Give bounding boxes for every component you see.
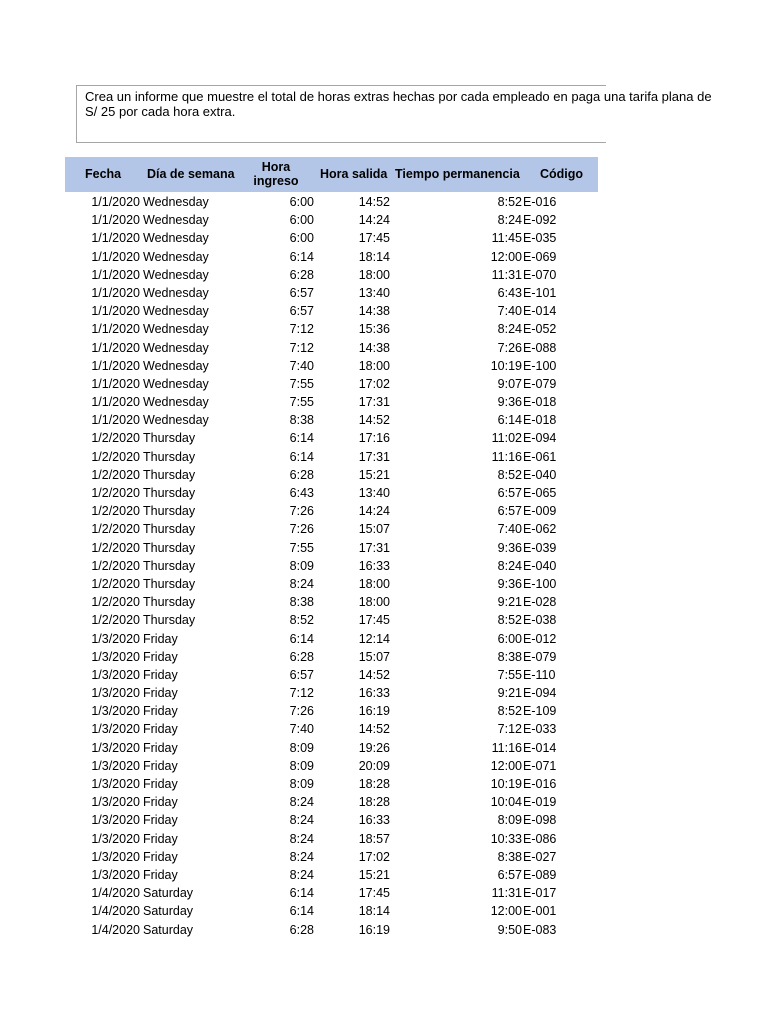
header-dia-semana[interactable]: Día de semana — [147, 167, 235, 181]
cell-tiempo-permanencia[interactable]: 7:26 — [497, 340, 522, 355]
cell-fecha[interactable]: 1/2/2020 — [91, 558, 140, 573]
cell-hora-ingreso[interactable]: 7:55 — [289, 540, 314, 555]
cell-hora-ingreso[interactable]: 6:14 — [289, 449, 314, 464]
cell-dia-semana[interactable]: Thursday — [143, 576, 196, 591]
cell-dia-semana[interactable]: Wednesday — [143, 304, 209, 319]
cell-hora-salida[interactable]: 15:21 — [358, 867, 390, 882]
table-row — [65, 775, 598, 793]
cell-hora-salida[interactable]: 17:45 — [358, 886, 390, 901]
cell-fecha[interactable]: 1/4/2020 — [91, 886, 140, 901]
cell-fecha[interactable]: 1/3/2020 — [91, 795, 140, 810]
cell-fecha[interactable]: 1/3/2020 — [91, 813, 140, 828]
cell-tiempo-permanencia[interactable]: 6:57 — [497, 867, 522, 882]
cell-tiempo-permanencia[interactable]: 7:12 — [497, 722, 522, 737]
table-row — [65, 811, 598, 829]
cell-dia-semana[interactable]: Friday — [143, 649, 178, 664]
cell-hora-ingreso[interactable]: 6:14 — [289, 431, 314, 446]
cell-tiempo-permanencia[interactable]: 9:07 — [497, 376, 522, 391]
cell-hora-ingreso[interactable]: 7:40 — [289, 358, 314, 373]
cell-hora-ingreso[interactable]: 6:43 — [289, 486, 314, 500]
table-row — [65, 793, 598, 811]
cell-hora-salida[interactable]: 18:00 — [358, 576, 390, 591]
cell-dia-semana[interactable]: Thursday — [143, 467, 196, 482]
cell-hora-ingreso[interactable]: 8:38 — [289, 595, 314, 610]
cell-tiempo-permanencia[interactable]: 9:21 — [497, 595, 522, 610]
cell-dia-semana[interactable]: Wednesday — [143, 231, 209, 246]
cell-dia-semana[interactable]: Friday — [143, 831, 178, 846]
cell-tiempo-permanencia[interactable]: 7:40 — [497, 304, 522, 319]
cell-codigo[interactable]: E-035 — [523, 231, 557, 246]
cell-tiempo-permanencia[interactable]: 8:38 — [497, 649, 522, 664]
cell-codigo[interactable]: E-014 — [523, 304, 557, 319]
cell-fecha[interactable]: 1/1/2020 — [91, 249, 140, 264]
table-row — [65, 375, 598, 393]
cell-hora-ingreso[interactable]: 7:40 — [289, 722, 314, 737]
cell-tiempo-permanencia[interactable]: 11:45 — [491, 231, 522, 246]
table-row — [65, 520, 598, 538]
cell-tiempo-permanencia[interactable]: 11:16 — [491, 740, 522, 755]
cell-hora-ingreso[interactable]: 6:00 — [289, 231, 314, 246]
cell-dia-semana[interactable]: Friday — [143, 631, 178, 646]
cell-codigo[interactable]: E-094 — [523, 431, 557, 446]
cell-hora-salida[interactable]: 18:28 — [358, 777, 390, 791]
cell-fecha[interactable]: 1/1/2020 — [91, 285, 140, 300]
cell-hora-ingreso[interactable]: 8:09 — [289, 777, 314, 791]
table-row — [65, 757, 598, 775]
cell-tiempo-permanencia[interactable]: 7:55 — [497, 667, 522, 682]
cell-hora-ingreso[interactable]: 7:12 — [289, 686, 314, 701]
table-row — [65, 830, 598, 848]
cell-fecha[interactable]: 1/4/2020 — [91, 922, 140, 937]
cell-hora-ingreso[interactable]: 8:24 — [289, 831, 314, 846]
cell-codigo[interactable]: E-039 — [523, 540, 557, 555]
cell-codigo[interactable]: E-017 — [523, 886, 557, 901]
table-row — [65, 593, 598, 611]
cell-codigo[interactable]: E-052 — [523, 322, 557, 337]
cell-hora-ingreso[interactable]: 6:14 — [289, 904, 314, 919]
cell-dia-semana[interactable]: Wednesday — [143, 413, 209, 428]
cell-tiempo-permanencia[interactable]: 9:36 — [497, 395, 522, 410]
cell-tiempo-permanencia[interactable]: 9:21 — [497, 686, 522, 701]
table-row — [65, 648, 598, 666]
cell-hora-salida[interactable]: 18:57 — [358, 831, 390, 846]
cell-fecha[interactable]: 1/3/2020 — [91, 722, 140, 737]
cell-codigo[interactable]: E-089 — [523, 867, 557, 882]
cell-fecha[interactable]: 1/2/2020 — [91, 540, 140, 555]
cell-tiempo-permanencia[interactable]: 9:36 — [497, 540, 522, 555]
cell-fecha[interactable]: 1/2/2020 — [91, 522, 140, 537]
cell-codigo[interactable]: E-094 — [523, 686, 557, 701]
cell-codigo[interactable]: E-016 — [523, 777, 557, 791]
cell-hora-salida[interactable]: 18:00 — [358, 267, 390, 282]
cell-hora-salida[interactable]: 17:31 — [358, 449, 390, 464]
cell-codigo[interactable]: E-086 — [523, 831, 557, 846]
cell-dia-semana[interactable]: Wednesday — [143, 195, 209, 209]
cell-tiempo-permanencia[interactable]: 8:52 — [497, 195, 522, 209]
cell-hora-salida[interactable]: 17:45 — [358, 613, 390, 628]
cell-hora-salida[interactable]: 16:19 — [358, 704, 390, 719]
cell-fecha[interactable]: 1/3/2020 — [91, 649, 140, 664]
cell-hora-ingreso[interactable]: 7:55 — [289, 395, 314, 410]
cell-hora-salida[interactable]: 18:14 — [358, 904, 390, 919]
cell-hora-salida[interactable]: 15:07 — [358, 522, 390, 537]
cell-fecha[interactable]: 1/4/2020 — [91, 904, 140, 919]
cell-hora-ingreso[interactable]: 7:55 — [289, 376, 314, 391]
cell-hora-ingreso[interactable]: 6:28 — [289, 649, 314, 664]
cell-fecha[interactable]: 1/2/2020 — [91, 595, 140, 610]
cell-hora-salida[interactable]: 17:02 — [358, 376, 390, 391]
cell-tiempo-permanencia[interactable]: 10:19 — [490, 358, 522, 373]
cell-fecha[interactable]: 1/1/2020 — [91, 231, 140, 246]
cell-dia-semana[interactable]: Thursday — [143, 613, 196, 628]
cell-codigo[interactable]: E-016 — [523, 195, 557, 209]
cell-tiempo-permanencia[interactable]: 8:52 — [497, 467, 522, 482]
cell-hora-salida[interactable]: 16:33 — [358, 813, 390, 828]
header-codigo[interactable]: Código — [540, 167, 584, 181]
cell-codigo[interactable]: E-001 — [523, 904, 557, 919]
cell-dia-semana[interactable]: Wednesday — [143, 376, 209, 391]
cell-codigo[interactable]: E-088 — [523, 340, 557, 355]
cell-fecha[interactable]: 1/1/2020 — [91, 340, 140, 355]
cell-fecha[interactable]: 1/2/2020 — [91, 504, 140, 519]
cell-codigo[interactable]: E-038 — [523, 613, 557, 628]
cell-tiempo-permanencia[interactable]: 11:02 — [491, 431, 522, 446]
cell-hora-ingreso[interactable]: 8:24 — [289, 795, 314, 810]
table-row — [65, 611, 598, 629]
cell-codigo[interactable]: E-100 — [523, 358, 557, 373]
cell-hora-ingreso[interactable]: 6:14 — [289, 631, 314, 646]
cell-hora-salida[interactable]: 16:33 — [358, 686, 390, 701]
cell-dia-semana[interactable]: Saturday — [143, 886, 194, 901]
cell-tiempo-permanencia[interactable]: 8:38 — [497, 849, 522, 864]
cell-codigo[interactable]: E-040 — [523, 558, 557, 573]
cell-fecha[interactable]: 1/1/2020 — [91, 395, 140, 410]
table-row — [65, 921, 598, 939]
cell-fecha[interactable]: 1/2/2020 — [91, 613, 140, 628]
cell-tiempo-permanencia[interactable]: 6:57 — [497, 486, 522, 500]
cell-tiempo-permanencia[interactable]: 6:43 — [497, 285, 522, 300]
cell-codigo[interactable]: E-065 — [523, 486, 557, 500]
cell-hora-ingreso[interactable]: 8:09 — [289, 740, 314, 755]
cell-fecha[interactable]: 1/3/2020 — [91, 777, 140, 791]
table-row — [65, 666, 598, 684]
cell-fecha[interactable]: 1/2/2020 — [91, 576, 140, 591]
cell-hora-salida[interactable]: 12:14 — [358, 631, 390, 646]
table-row — [65, 720, 598, 738]
cell-hora-salida[interactable]: 18:00 — [358, 358, 390, 373]
cell-hora-salida[interactable]: 14:24 — [358, 504, 390, 519]
cell-tiempo-permanencia[interactable]: 11:31 — [491, 886, 522, 901]
cell-hora-salida[interactable]: 16:33 — [358, 558, 390, 573]
cell-tiempo-permanencia[interactable]: 8:52 — [497, 613, 522, 628]
cell-hora-salida[interactable]: 17:45 — [358, 231, 390, 246]
cell-fecha[interactable]: 1/1/2020 — [91, 213, 140, 228]
cell-fecha[interactable]: 1/3/2020 — [91, 667, 140, 682]
cell-dia-semana[interactable]: Saturday — [143, 922, 194, 937]
cell-codigo[interactable]: E-009 — [523, 504, 557, 519]
cell-codigo[interactable]: E-069 — [523, 249, 557, 264]
cell-hora-ingreso[interactable]: 8:09 — [289, 758, 314, 773]
cell-hora-salida[interactable]: 17:02 — [358, 849, 390, 864]
table-row — [65, 684, 598, 702]
table-row — [65, 411, 598, 429]
cell-hora-salida[interactable]: 17:16 — [358, 431, 390, 446]
cell-codigo[interactable]: E-101 — [523, 285, 557, 300]
cell-dia-semana[interactable]: Friday — [143, 813, 178, 828]
cell-codigo[interactable]: E-019 — [523, 795, 557, 810]
cell-fecha[interactable]: 1/1/2020 — [91, 376, 140, 391]
cell-codigo[interactable]: E-079 — [523, 376, 557, 391]
cell-codigo[interactable]: E-018 — [523, 395, 557, 410]
cell-codigo[interactable]: E-033 — [523, 722, 557, 737]
cell-tiempo-permanencia[interactable]: 8:24 — [497, 322, 522, 337]
cell-tiempo-permanencia[interactable]: 9:36 — [497, 576, 522, 591]
cell-hora-ingreso[interactable]: 7:26 — [289, 522, 314, 537]
cell-codigo[interactable]: E-092 — [523, 213, 557, 228]
table-row — [65, 575, 598, 593]
cell-hora-ingreso[interactable]: 7:12 — [289, 322, 314, 337]
cell-hora-salida[interactable]: 18:00 — [358, 595, 390, 610]
cell-codigo[interactable]: E-028 — [523, 595, 557, 610]
cell-hora-ingreso[interactable]: 6:28 — [289, 267, 314, 282]
cell-tiempo-permanencia[interactable]: 8:24 — [497, 558, 522, 573]
cell-fecha[interactable]: 1/3/2020 — [91, 740, 140, 755]
cell-dia-semana[interactable]: Thursday — [143, 522, 196, 537]
cell-hora-ingreso[interactable]: 7:12 — [289, 340, 314, 355]
cell-codigo[interactable]: E-061 — [523, 449, 557, 464]
cell-hora-salida[interactable]: 15:36 — [358, 322, 390, 337]
cell-hora-ingreso[interactable]: 8:52 — [289, 613, 314, 628]
cell-fecha[interactable]: 1/2/2020 — [91, 467, 140, 482]
cell-dia-semana[interactable]: Friday — [143, 849, 178, 864]
cell-tiempo-permanencia[interactable]: 6:00 — [497, 631, 522, 646]
cell-hora-salida[interactable]: 14:38 — [358, 304, 390, 319]
cell-hora-salida[interactable]: 14:52 — [358, 667, 390, 682]
table-row — [65, 193, 598, 211]
cell-hora-ingreso[interactable]: 8:24 — [289, 849, 314, 864]
cell-dia-semana[interactable]: Wednesday — [143, 285, 209, 300]
cell-codigo[interactable]: E-100 — [523, 576, 557, 591]
cell-dia-semana[interactable]: Friday — [143, 686, 178, 701]
cell-hora-ingreso[interactable]: 6:57 — [289, 667, 314, 682]
header-fecha[interactable]: Fecha — [85, 167, 122, 181]
table-row — [65, 229, 598, 247]
cell-fecha[interactable]: 1/2/2020 — [91, 486, 140, 500]
cell-hora-ingreso[interactable]: 7:26 — [289, 504, 314, 519]
cell-dia-semana[interactable]: Wednesday — [143, 395, 209, 410]
cell-fecha[interactable]: 1/2/2020 — [91, 431, 140, 446]
table-row — [65, 702, 598, 720]
cell-hora-salida[interactable]: 14:38 — [358, 340, 390, 355]
cell-tiempo-permanencia[interactable]: 8:24 — [497, 213, 522, 228]
cell-hora-ingreso[interactable]: 6:00 — [289, 213, 314, 228]
table-row — [65, 539, 598, 557]
table-row — [65, 848, 598, 866]
cell-dia-semana[interactable]: Wednesday — [143, 358, 209, 373]
cell-dia-semana[interactable]: Friday — [143, 740, 178, 755]
cell-hora-ingreso[interactable]: 8:38 — [289, 413, 314, 428]
cell-hora-salida[interactable]: 15:07 — [358, 649, 390, 664]
cell-dia-semana[interactable]: Thursday — [143, 558, 196, 573]
table-row — [65, 630, 598, 648]
cell-dia-semana[interactable]: Friday — [143, 667, 178, 682]
cell-fecha[interactable]: 1/3/2020 — [91, 831, 140, 846]
cell-tiempo-permanencia[interactable]: 12:00 — [490, 249, 522, 264]
cell-fecha[interactable]: 1/1/2020 — [91, 304, 140, 319]
cell-hora-ingreso[interactable]: 6:28 — [289, 467, 314, 482]
table-row — [65, 448, 598, 466]
cell-codigo[interactable]: E-062 — [523, 522, 557, 537]
cell-tiempo-permanencia[interactable]: 12:00 — [490, 758, 522, 773]
cell-hora-ingreso[interactable]: 6:57 — [289, 304, 314, 319]
table-row — [65, 739, 598, 757]
cell-hora-salida[interactable]: 19:26 — [358, 740, 390, 755]
cell-codigo[interactable]: E-014 — [523, 740, 557, 755]
instruction-text: Crea un informe que muestre el total de horas extras hechas por cada empleado en paga una tarifa plana de S/ 25 por cada hora extra. — [85, 89, 712, 119]
cell-dia-semana[interactable]: Thursday — [143, 595, 196, 610]
cell-fecha[interactable]: 1/3/2020 — [91, 867, 140, 882]
cell-dia-semana[interactable]: Friday — [143, 722, 178, 737]
cell-hora-ingreso[interactable]: 8:24 — [289, 813, 314, 828]
cell-tiempo-permanencia[interactable]: 9:50 — [497, 922, 522, 937]
cell-hora-salida[interactable]: 13:40 — [358, 486, 390, 500]
cell-fecha[interactable]: 1/3/2020 — [91, 758, 140, 773]
cell-hora-salida[interactable]: 14:52 — [358, 722, 390, 737]
table-row — [65, 266, 598, 284]
cell-hora-ingreso[interactable]: 6:14 — [289, 886, 314, 901]
cell-tiempo-permanencia[interactable]: 6:14 — [497, 413, 522, 428]
cell-tiempo-permanencia[interactable]: 10:19 — [490, 777, 522, 791]
table-row — [65, 393, 598, 411]
header-hora-salida[interactable]: Hora salida — [320, 167, 388, 181]
cell-dia-semana[interactable]: Thursday — [143, 449, 196, 464]
table-row — [65, 557, 598, 575]
cell-fecha[interactable]: 1/1/2020 — [91, 195, 140, 209]
table-row — [65, 429, 598, 447]
cell-codigo[interactable]: E-110 — [523, 667, 556, 682]
cell-fecha[interactable]: 1/1/2020 — [91, 358, 140, 373]
cell-tiempo-permanencia[interactable]: 12:00 — [490, 904, 522, 919]
cell-dia-semana[interactable]: Thursday — [143, 486, 196, 500]
table-row — [65, 502, 598, 520]
cell-hora-salida[interactable]: 16:19 — [358, 922, 390, 937]
cell-fecha[interactable]: 1/1/2020 — [91, 267, 140, 282]
cell-hora-ingreso[interactable]: 8:09 — [289, 558, 314, 573]
cell-codigo[interactable]: E-079 — [523, 649, 557, 664]
cell-hora-salida[interactable]: 17:31 — [358, 395, 390, 410]
cell-dia-semana[interactable]: Wednesday — [143, 322, 209, 337]
table-row — [65, 248, 598, 266]
cell-hora-ingreso[interactable]: 8:24 — [289, 867, 314, 882]
table-header — [65, 157, 598, 192]
table-body — [65, 193, 598, 939]
table-row — [65, 284, 598, 302]
cell-dia-semana[interactable]: Friday — [143, 795, 178, 810]
cell-tiempo-permanencia[interactable]: 8:09 — [497, 813, 522, 828]
cell-dia-semana[interactable]: Friday — [143, 704, 178, 719]
table-row — [65, 357, 598, 375]
cell-fecha[interactable]: 1/3/2020 — [91, 686, 140, 701]
cell-tiempo-permanencia[interactable]: 7:40 — [497, 522, 522, 537]
cell-codigo[interactable]: E-027 — [523, 849, 557, 864]
cell-fecha[interactable]: 1/2/2020 — [91, 449, 140, 464]
cell-codigo[interactable]: E-040 — [523, 467, 557, 482]
table-row — [65, 866, 598, 884]
cell-hora-ingreso[interactable]: 6:28 — [289, 922, 314, 937]
instruction-box — [76, 85, 712, 143]
cell-fecha[interactable]: 1/3/2020 — [91, 631, 140, 646]
cell-fecha[interactable]: 1/1/2020 — [91, 322, 140, 337]
cell-dia-semana[interactable]: Thursday — [143, 504, 196, 519]
cell-tiempo-permanencia[interactable]: 10:04 — [490, 795, 522, 810]
cell-fecha[interactable]: 1/3/2020 — [91, 849, 140, 864]
cell-dia-semana[interactable]: Thursday — [143, 431, 196, 446]
cell-codigo[interactable]: E-071 — [523, 758, 557, 773]
cell-hora-ingreso[interactable]: 7:26 — [289, 704, 314, 719]
table-row — [65, 484, 598, 502]
table-row — [65, 884, 598, 902]
cell-codigo[interactable]: E-083 — [523, 922, 557, 937]
cell-hora-salida[interactable]: 15:21 — [358, 467, 390, 482]
table-row — [65, 211, 598, 229]
cell-tiempo-permanencia[interactable]: 11:16 — [491, 449, 522, 464]
header-tiempo-permanencia[interactable]: Tiempo permanencia — [395, 167, 520, 181]
cell-hora-ingreso[interactable]: 6:57 — [289, 285, 314, 300]
cell-dia-semana[interactable]: Friday — [143, 777, 178, 791]
cell-fecha[interactable]: 1/1/2020 — [91, 413, 140, 428]
cell-tiempo-permanencia[interactable]: 6:57 — [497, 504, 522, 519]
cell-codigo[interactable]: E-012 — [523, 631, 557, 646]
cell-hora-salida[interactable]: 18:14 — [358, 249, 390, 264]
cell-dia-semana[interactable]: Wednesday — [143, 267, 209, 282]
cell-codigo[interactable]: E-070 — [523, 267, 557, 282]
cell-hora-salida[interactable]: 18:28 — [358, 795, 390, 810]
cell-hora-ingreso[interactable]: 8:24 — [289, 576, 314, 591]
cell-hora-ingreso[interactable]: 6:00 — [289, 195, 314, 209]
cell-hora-ingreso[interactable]: 6:14 — [289, 249, 314, 264]
table-row — [65, 466, 598, 484]
cell-hora-salida[interactable]: 13:40 — [358, 285, 390, 300]
header-hora-ingreso[interactable]: Hora ingreso — [253, 160, 299, 188]
cell-dia-semana[interactable]: Thursday — [143, 540, 196, 555]
cell-dia-semana[interactable]: Wednesday — [143, 213, 209, 228]
cell-codigo[interactable]: E-018 — [523, 413, 557, 428]
cell-dia-semana[interactable]: Friday — [143, 867, 178, 882]
cell-tiempo-permanencia[interactable]: 11:31 — [491, 267, 522, 282]
cell-codigo[interactable]: E-098 — [523, 813, 557, 828]
cell-tiempo-permanencia[interactable]: 10:33 — [490, 831, 522, 846]
table-row — [65, 302, 598, 320]
table-row — [65, 902, 598, 920]
cell-hora-salida[interactable]: 14:52 — [358, 413, 390, 428]
table-row — [65, 339, 598, 357]
cell-tiempo-permanencia[interactable]: 8:52 — [497, 704, 522, 719]
cell-dia-semana[interactable]: Saturday — [143, 904, 194, 919]
cell-codigo[interactable]: E-109 — [523, 704, 557, 719]
table-row — [65, 320, 598, 338]
cell-hora-salida[interactable]: 14:24 — [358, 213, 390, 228]
cell-hora-salida[interactable]: 20:09 — [358, 758, 390, 773]
cell-dia-semana[interactable]: Wednesday — [143, 249, 209, 264]
cell-fecha[interactable]: 1/3/2020 — [91, 704, 140, 719]
cell-hora-salida[interactable]: 14:52 — [358, 195, 390, 209]
cell-hora-salida[interactable]: 17:31 — [358, 540, 390, 555]
cell-dia-semana[interactable]: Friday — [143, 758, 178, 773]
cell-dia-semana[interactable]: Wednesday — [143, 340, 209, 355]
